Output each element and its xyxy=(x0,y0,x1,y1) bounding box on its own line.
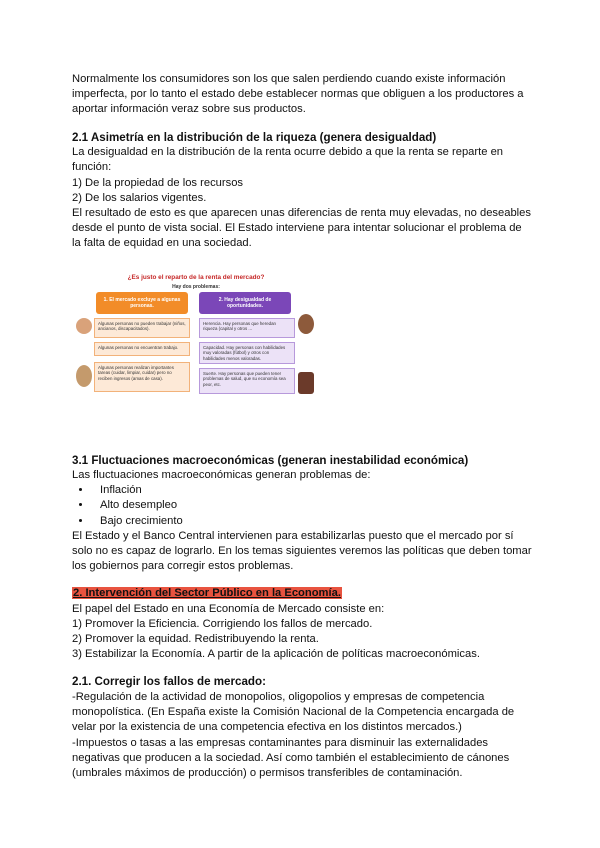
income-distribution-infographic xyxy=(76,270,316,415)
suitcase-illustration xyxy=(298,372,314,394)
section-2-item-1: 1) Promover la Eficiencia. Corrigiendo los fallos de mercado. xyxy=(72,617,373,630)
list-item: • Inflación xyxy=(92,483,532,498)
section-2-1-heading: 2.1 Asimetría en la distribución de la riqueza (genera desigualdad) xyxy=(72,130,437,144)
section-2-text: El papel del Estado en una Economía de Mercado consiste en: xyxy=(72,602,385,615)
worker-illustration xyxy=(76,365,92,387)
section-3-1-heading: 3.1 Fluctuaciones macroeconómicas (generan inestabilidad económica) xyxy=(72,453,469,467)
column-2-box-3: Suerte. Hay personas que pueden tener problemas de salud, que su economía sea peor, etc. xyxy=(199,368,295,394)
family-illustration xyxy=(298,314,314,334)
intro-paragraph: Normalmente los consumidores son los que salen perdiendo cuando existe información imperfecta, por lo tanto el estado debe establecer normas que obliguen a los productores a aportar información veraz sobre sus productos. xyxy=(72,73,524,116)
section-3-1-conclusion: El Estado y el Banco Central intervienen para estabilizarlas puesto que el mercado por sí solo no es capaz de lograrlo. En los temas siguientes veremos las políticas que deben tomar los gobiernos para corregir estos problemas. xyxy=(72,529,532,573)
section-2-1-fallos-p2: -Impuestos o tasas a las empresas contaminantes para disminuir las externalidades negativas que producen a la sociedad. Así como también el establecimiento de cánones (umbrales máximos de producción) o permisos transferibles de contaminación. xyxy=(72,736,510,779)
section-2-1-text: La desigualdad en la distribución de la renta ocurre debido a que la renta se reparte en función: xyxy=(72,146,504,174)
column-1-box-3: Algunas personas realizan importantes tareas (cuidar, limpiar, cuidar) pero no reciben ingresos (amas de casa). xyxy=(94,362,190,392)
document-page xyxy=(72,72,532,781)
section-2-item-3: 3) Estabilizar la Economía. A partir de la aplicación de políticas macroeconómicas. xyxy=(72,648,480,661)
section-2-1-item-1: 1) De la propiedad de los recursos xyxy=(72,176,244,189)
column-1-box-1: Algunas personas no pueden trabajar (niños, ancianos, discapacitados). xyxy=(94,318,190,338)
list-item: • Bajo crecimiento xyxy=(92,514,532,529)
infographic-title: ¿Es justo el reparto de la renta del mercado? xyxy=(127,273,265,281)
column-2-box-2: Capacidad. Hay personas con habilidades muy valoradas (fútbol) y otros con habilidades menos valoradas. xyxy=(199,342,295,364)
column-2-header: 2. Hay desigualdad de oportunidades. xyxy=(199,292,291,314)
list-item: • Alto desempleo xyxy=(92,498,532,513)
section-2-item-2: 2) Promover la equidad. Redistribuyendo la renta. xyxy=(72,633,319,646)
elderly-person-illustration xyxy=(76,318,92,334)
section-2-heading: 2. Intervención del Sector Público en la Economía. xyxy=(73,587,341,600)
column-2-box-1: Herencia. Hay personas que heredan riqueza (capital y otros ... xyxy=(199,318,295,338)
section-3-1-text: Las fluctuaciones macroeconómicas generan problemas de: xyxy=(72,469,371,482)
problems-list xyxy=(72,483,532,529)
section-2-1-item-2: 2) De los salarios vigentes. xyxy=(72,191,207,204)
column-1-header: 1. El mercado excluye a algunas personas. xyxy=(96,292,188,314)
section-2-1-fallos-p1: -Regulación de la actividad de monopolios, oligopolios y empresas de competencia monopolística. (En España existe la Comisión Nacional de la Competencia encargada de velar por la existencia de una competencia efectiva en los distintos mercados.) xyxy=(72,690,515,734)
section-2-1-fallos-heading: 2.1. Corregir los fallos de mercado: xyxy=(72,675,266,689)
section-2-1-conclusion: El resultado de esto es que aparecen unas diferencias de renta muy elevadas, no deseables desde el punto de vista social. El Estado interviene para intentar solucionar el problema de la falta de equidad en una sociedad. xyxy=(72,206,531,250)
infographic-subtitle: Hay dos problemas: xyxy=(172,283,220,290)
column-1-box-2: Algunas personas no encuentran trabajo. xyxy=(94,342,190,356)
